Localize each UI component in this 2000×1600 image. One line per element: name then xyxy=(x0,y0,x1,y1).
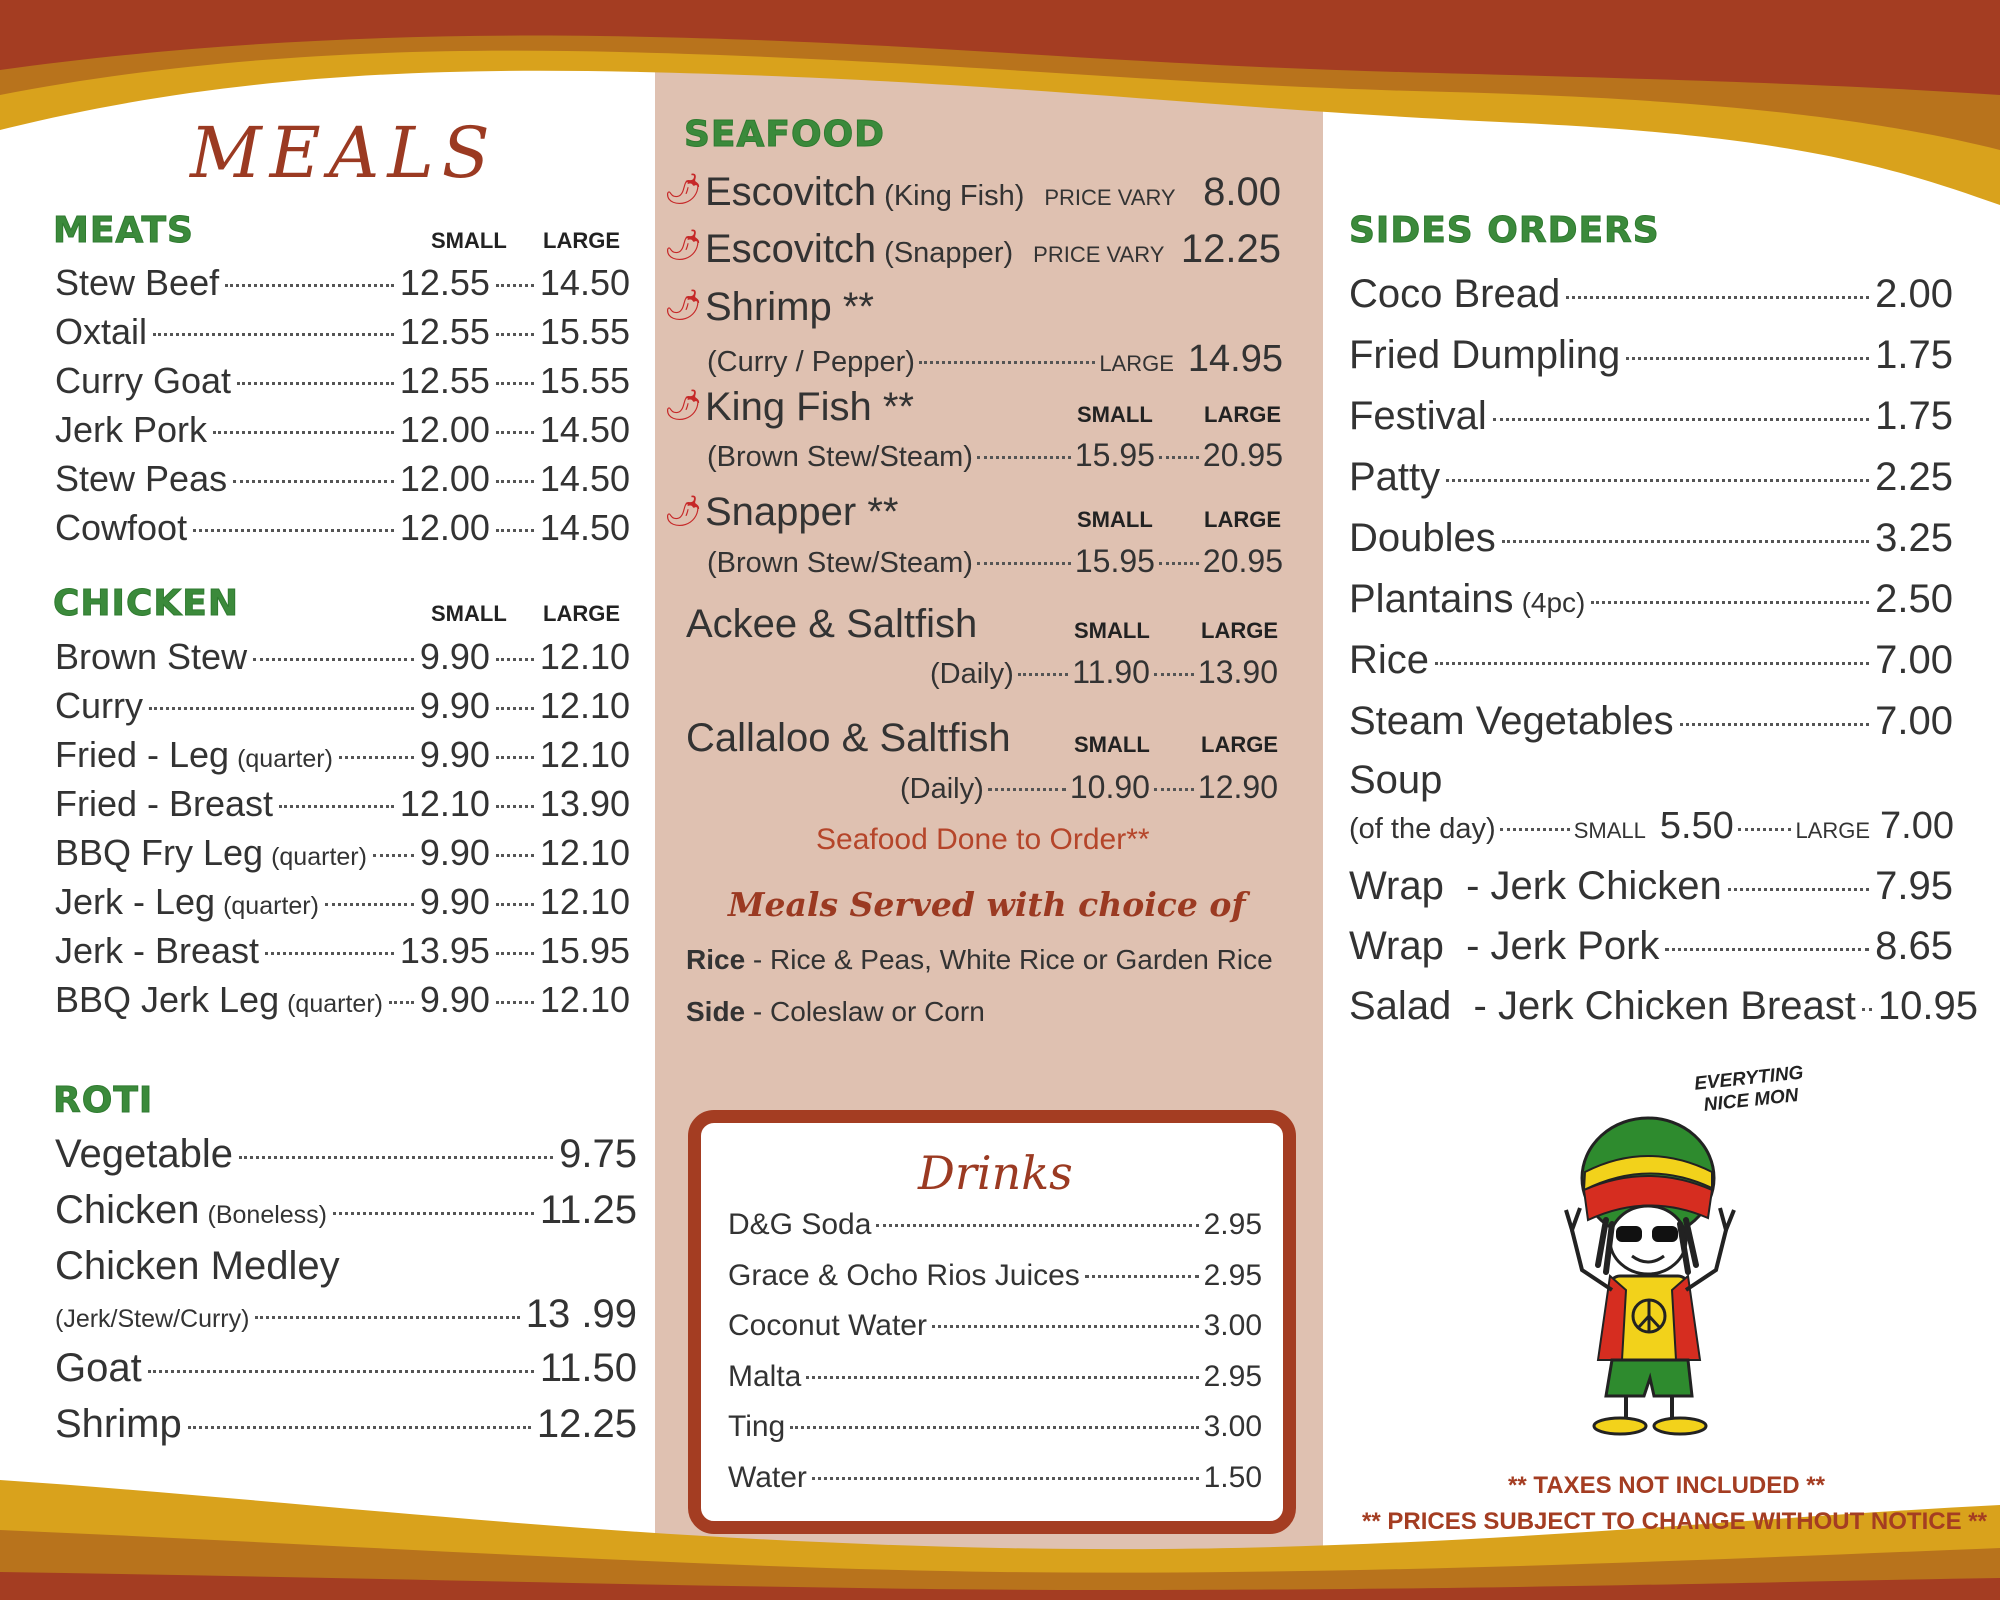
drink-item: Grace & Ocho Rios Juices 2.95 xyxy=(728,1258,1262,1292)
meat-item: Curry Goat 12.55 15.55 xyxy=(55,360,630,401)
chicken-item: BBQ Jerk Leg (quarter) 9.90 12.10 xyxy=(55,979,630,1020)
pepper-icon: 🌶 xyxy=(664,289,703,322)
roti-item-vegetable: Vegetable 9.75 xyxy=(55,1132,637,1176)
callaloo-large-header: LARGE xyxy=(1201,732,1278,757)
ackee-large-header: LARGE xyxy=(1201,618,1278,643)
seafood-ackee-name: Ackee & Saltfish xyxy=(686,602,978,646)
seafood-kingfish-name: King Fish ** xyxy=(705,385,914,429)
prices-note: ** PRICES SUBJECT TO CHANGE WITHOUT NOTICE ** xyxy=(1362,1508,1987,1535)
side-choice: Side - Coleslaw or Corn xyxy=(686,996,985,1027)
wrap-item: Wrap - Jerk Pork 8.65 xyxy=(1349,924,1953,968)
kingfish-large-header: LARGE xyxy=(1204,402,1281,427)
meals-served-title: Meals Served with choice of xyxy=(728,885,1246,924)
roti-item-medley: (Jerk/Stew/Curry) 13 .99 xyxy=(55,1292,637,1336)
seafood-kingfish-detail: (Brown Stew/Steam) 15.95 20.95 xyxy=(707,437,1283,473)
side-item: Fried Dumpling 1.75 xyxy=(1349,333,1953,377)
seafood-ackee-detail: (Daily) 11.90 13.90 xyxy=(930,654,1278,690)
seafood-callaloo-name: Callaloo & Saltfish xyxy=(686,716,1011,760)
chicken-item: Fried - Breast 12.10 13.90 xyxy=(55,783,630,824)
drink-item: D&G Soda 2.95 xyxy=(728,1208,1262,1241)
meat-item: Jerk Pork 12.00 14.50 xyxy=(55,409,630,450)
chicken-heading: CHICKEN xyxy=(53,583,239,624)
pepper-icon: 🌶 xyxy=(664,229,703,262)
chicken-item: Jerk - Leg (quarter) 9.90 12.10 xyxy=(55,881,630,922)
chicken-item: Fried - Leg (quarter) 9.90 12.10 xyxy=(55,734,630,775)
seafood-snapper-detail: (Brown Stew/Steam) 15.95 20.95 xyxy=(707,543,1283,579)
mascot-speech: EVERYTING NICE MON xyxy=(1693,1062,1805,1116)
taxes-note: ** TAXES NOT INCLUDED ** xyxy=(1508,1472,1825,1499)
side-item: Patty 2.25 xyxy=(1349,455,1953,499)
drink-item: Ting 3.00 xyxy=(728,1410,1262,1443)
chicken-item: Brown Stew 9.90 12.10 xyxy=(55,636,630,677)
rasta-mascot-illustration xyxy=(1540,1090,1770,1450)
side-item-soup-name: Soup xyxy=(1349,758,1443,802)
wrap-item: Salad - Jerk Chicken Breast 10.95 xyxy=(1349,984,1978,1028)
snapper-small-header: SMALL xyxy=(1077,507,1153,532)
side-item: Festival 1.75 xyxy=(1349,394,1953,438)
roti-item-shrimp: Shrimp 12.25 xyxy=(55,1402,637,1446)
seafood-shrimp-detail: (Curry / Pepper) LARGE 14.95 xyxy=(707,338,1283,380)
chicken-item: Jerk - Breast 13.95 15.95 xyxy=(55,930,630,971)
snapper-large-header: LARGE xyxy=(1204,507,1281,532)
side-item: Plantains (4pc) 2.50 xyxy=(1349,577,1953,621)
meats-heading: MEATS xyxy=(53,210,194,251)
meats-large-header: LARGE xyxy=(543,228,620,253)
side-item: Rice 7.00 xyxy=(1349,638,1953,682)
left-column xyxy=(0,0,655,1600)
drink-item: Water 1.50 xyxy=(728,1460,1262,1494)
roti-heading: ROTI xyxy=(53,1080,154,1121)
meat-item: Cowfoot 12.00 14.50 xyxy=(55,507,630,548)
seafood-shrimp-name: Shrimp ** xyxy=(705,285,874,329)
seafood-snapper-name: Snapper ** xyxy=(705,490,899,534)
ackee-small-header: SMALL xyxy=(1074,618,1150,643)
pepper-icon: 🌶 xyxy=(664,173,703,206)
kingfish-small-header: SMALL xyxy=(1077,402,1153,427)
chicken-item: BBQ Fry Leg (quarter) 9.90 12.10 xyxy=(55,832,630,873)
seafood-callaloo-detail: (Daily) 10.90 12.90 xyxy=(900,769,1278,805)
seafood-escovitch-kingfish: Escovitch (King Fish) PRICE VARY 8.00 xyxy=(705,170,1281,214)
side-item: Steam Vegetables 7.00 xyxy=(1349,699,1953,743)
side-item: Doubles 3.25 xyxy=(1349,516,1953,560)
drink-item: Malta 2.95 xyxy=(728,1359,1262,1393)
drink-item: Coconut Water 3.00 xyxy=(728,1309,1262,1342)
roti-item-chicken: Chicken (Boneless) 11.25 xyxy=(55,1188,637,1232)
pepper-icon: 🌶 xyxy=(664,389,703,422)
drinks-title: Drinks xyxy=(918,1146,1073,1200)
seafood-escovitch-snapper: Escovitch (Snapper) PRICE VARY 12.25 xyxy=(705,227,1281,271)
meat-item: Oxtail 12.55 15.55 xyxy=(55,311,630,352)
wrap-item: Wrap - Jerk Chicken 7.95 xyxy=(1349,864,1953,908)
chicken-large-header: LARGE xyxy=(543,601,620,626)
meat-item: Stew Beef 12.55 14.50 xyxy=(55,262,630,303)
meat-item: Stew Peas 12.00 14.50 xyxy=(55,458,630,499)
callaloo-small-header: SMALL xyxy=(1074,732,1150,757)
seafood-heading: SEAFOOD xyxy=(684,114,886,155)
roti-item-medley-name: Chicken Medley xyxy=(55,1244,340,1288)
rice-choice: Rice - Rice & Peas, White Rice or Garden Rice xyxy=(686,944,1273,975)
meals-title: MEALS xyxy=(190,112,498,194)
pepper-icon: 🌶 xyxy=(664,495,703,528)
meats-small-header: SMALL xyxy=(431,228,507,253)
roti-item-goat: Goat 11.50 xyxy=(55,1346,637,1390)
seafood-done-to-order: Seafood Done to Order** xyxy=(816,823,1150,856)
side-item-soup-detail: (of the day) SMALL 5.50 LARGE 7.00 xyxy=(1349,805,1954,847)
chicken-small-header: SMALL xyxy=(431,601,507,626)
chicken-item: Curry 9.90 12.10 xyxy=(55,685,630,726)
sides-heading: SIDES ORDERS xyxy=(1349,210,1660,251)
side-item: Coco Bread 2.00 xyxy=(1349,272,1953,316)
